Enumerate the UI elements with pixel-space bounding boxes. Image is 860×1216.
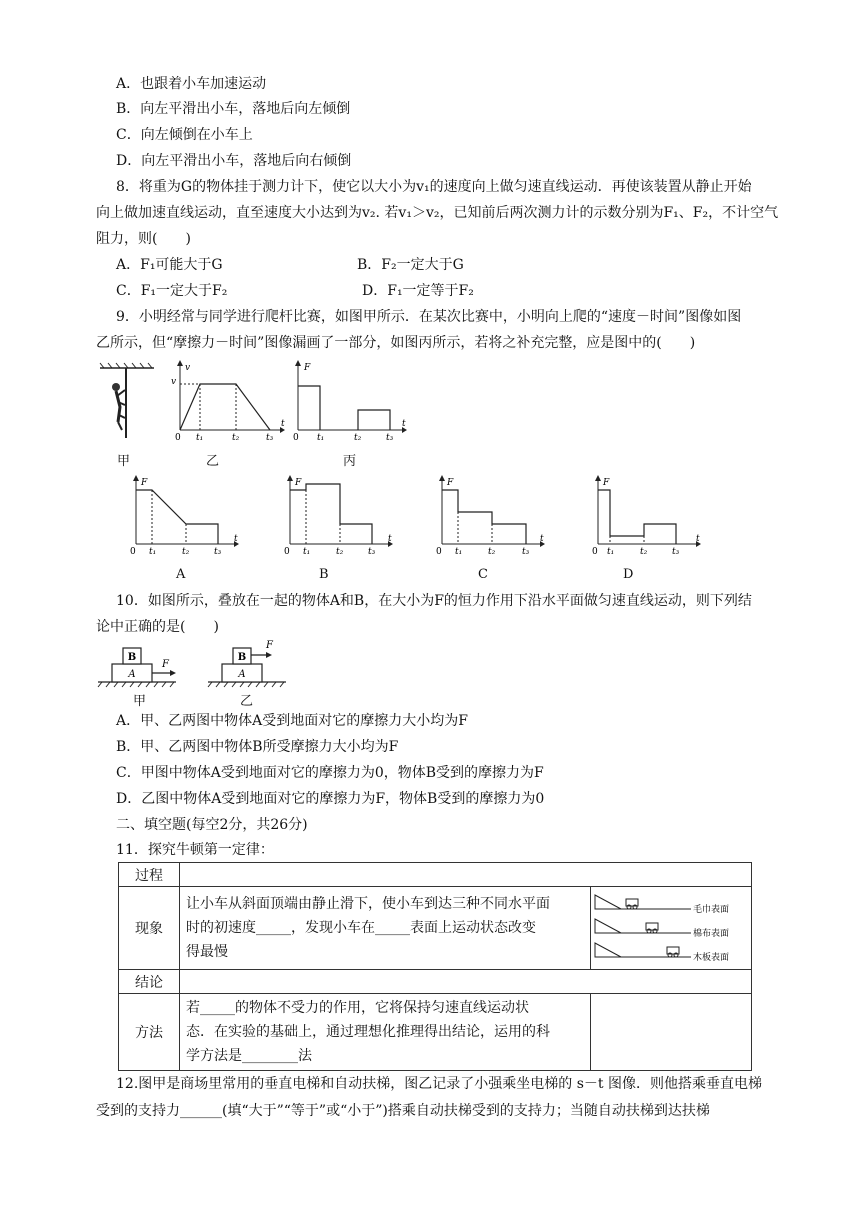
block-b-label: B xyxy=(237,652,247,663)
fig-label-yi: 乙 xyxy=(206,454,220,469)
t3-label: t₃ xyxy=(522,547,530,557)
origin-label: 0 xyxy=(175,433,181,443)
method-line-3: 学方法是________法 xyxy=(186,1048,312,1064)
t1-label: t₁ xyxy=(303,547,311,557)
q8-option-b: B．F₂一定大于G xyxy=(357,257,464,273)
q8-text-line2: 向上做加速直线运动，直至速度大小达到为v₂. 若v₁＞v₂，已知前后两次测力计的示数分别为F₁、F₂，不计空气 xyxy=(96,205,779,221)
q8-text-line3: 阻力，则( ) xyxy=(96,231,191,247)
choice-label-a: A xyxy=(176,567,186,582)
choice-label-c: C xyxy=(478,567,488,582)
q9-text-line1: 9．小明经常与同学进行爬杆比赛，如图甲所示．在某次比赛中，小明向上爬的“速度－时间”图像如图 xyxy=(116,309,742,325)
q7-option-a: A．也跟着小车加速运动 xyxy=(116,76,267,92)
row-header-method: 方法 xyxy=(119,994,180,1071)
choice-graph-d xyxy=(584,474,708,558)
choice-graph-c xyxy=(428,474,552,558)
q8-text-line1: 8．将重为G的物体挂于测力计下，使它以大小为v₁的速度向上做匀速直线运动．再使该装置从静止开始 xyxy=(116,179,752,195)
friction-time-graph-incomplete xyxy=(290,358,412,444)
t1-label: t₁ xyxy=(607,547,615,557)
axis-f-label: F xyxy=(603,478,610,488)
q10-option-a: A．甲、乙两图中物体A受到地面对它的摩擦力大小均为F xyxy=(116,713,468,729)
axis-f-label: F xyxy=(304,363,311,373)
origin-label: 0 xyxy=(436,547,442,557)
experiment-table xyxy=(118,862,752,1071)
force-label: F xyxy=(266,640,273,651)
method-empty-cell xyxy=(591,994,752,1071)
t2-label: t₂ xyxy=(182,547,190,557)
axis-f-label: F xyxy=(141,478,148,488)
t2-label: t₂ xyxy=(354,433,362,443)
stacked-blocks-figure-jia xyxy=(96,640,182,688)
fig-label-yi: 乙 xyxy=(240,694,254,709)
row-header-phenomenon: 现象 xyxy=(119,887,180,970)
origin-label: 0 xyxy=(130,547,136,557)
axis-t-label: t xyxy=(696,534,700,544)
q7-option-d: D．向左平滑出小车，落地后向右倾倒 xyxy=(116,153,352,169)
t1-label: t₁ xyxy=(149,547,157,557)
block-b-label: B xyxy=(127,652,137,663)
t2-label: t₂ xyxy=(232,433,240,443)
method-cell xyxy=(180,994,591,1071)
t2-label: t₂ xyxy=(336,547,344,557)
phenomenon-line-3: 得最慢 xyxy=(186,944,228,960)
t2-label: t₂ xyxy=(640,547,648,557)
q8-option-d: D．F₁一定等于F₂ xyxy=(362,283,474,299)
method-line-2: 态．在实验的基础上，通过理想化推理得出结论，运用的科 xyxy=(186,1024,550,1040)
choice-label-d: D xyxy=(623,567,634,582)
surface-wood-label: 木板表面 xyxy=(693,953,730,963)
q10-text-line1: 10．如图所示，叠放在一起的物体A和B，在大小为F的恒力作用下沿水平面做匀速直线运动，则下列结 xyxy=(116,593,752,609)
phenomenon-cell xyxy=(180,887,591,970)
t3-label: t₃ xyxy=(368,547,376,557)
choice-graph-b xyxy=(276,474,400,558)
q8-option-c: C．F₁一定大于F₂ xyxy=(116,283,228,299)
q7-option-b: B．向左平滑出小车，落地后向左倾倒 xyxy=(116,101,351,117)
q7-option-c: C．向左倾倒在小车上 xyxy=(116,127,253,143)
axis-t-label: t xyxy=(234,534,238,544)
process-cell xyxy=(180,863,752,887)
t1-label: t₁ xyxy=(455,547,463,557)
choice-label-b: B xyxy=(319,567,329,582)
axis-t-label: t xyxy=(402,419,406,429)
q12-text-line2: 受到的支持力______(填“大于”“等于”或“小于”)搭乘自动扶梯受到的支持力；当随自动扶梯到达扶梯 xyxy=(96,1103,710,1119)
choice-graph-a xyxy=(122,474,246,558)
origin-label: 0 xyxy=(293,433,299,443)
velocity-time-graph xyxy=(168,360,288,446)
t3-label: t₃ xyxy=(672,547,680,557)
t1-label: t₁ xyxy=(196,433,204,443)
t2-label: t₂ xyxy=(488,547,496,557)
q12-text-line1: 12.图甲是商场里常用的垂直电梯和自动扶梯，图乙记录了小强乘坐电梯的 s－t 图像．则他搭乘垂直电梯 xyxy=(116,1076,762,1092)
axis-f-label: F xyxy=(447,478,454,488)
section-heading: 二、填空题(每空2分，共26分) xyxy=(116,817,308,833)
stacked-blocks-figure-yi xyxy=(206,636,292,688)
q10-text-line2: 论中正确的是( ) xyxy=(96,619,219,635)
q10-option-c: C．甲图中物体A受到地面对它的摩擦力为0，物体B受到的摩擦力为F xyxy=(116,765,544,781)
phenomenon-line-2: 时的初速度_____，发现小车在_____表面上运动状态改变 xyxy=(186,920,536,936)
ramp-figure-cell xyxy=(591,887,752,970)
axis-t-label: t xyxy=(388,534,392,544)
climber-figure xyxy=(96,360,166,440)
axis-t-label: t xyxy=(281,419,285,429)
surface-towel-label: 毛巾表面 xyxy=(693,905,730,915)
fig-label-bing: 丙 xyxy=(343,454,357,469)
q10-option-d: D．乙图中物体A受到地面对它的摩擦力为F，物体B受到的摩擦力为0 xyxy=(116,791,545,807)
q11-title: 11．探究牛顿第一定律： xyxy=(116,842,274,858)
axis-v-label: v xyxy=(185,363,191,373)
axis-f-label: F xyxy=(295,478,302,488)
surface-cotton-label: 棉布表面 xyxy=(693,929,730,939)
axis-t-label: t xyxy=(540,534,544,544)
q9-text-line2: 乙所示，但“摩擦力－时间”图像漏画了一部分，如图丙所示，若将之补充完整，应是图中的( ) xyxy=(96,335,696,351)
t3-label: t₃ xyxy=(266,433,274,443)
fig-label-jia: 甲 xyxy=(133,694,147,709)
fig-label-jia: 甲 xyxy=(117,454,131,469)
block-a-label: A xyxy=(128,669,136,680)
row-header-conclusion: 结论 xyxy=(119,970,180,994)
ramp-figure xyxy=(591,887,751,965)
row-header-process: 过程 xyxy=(119,863,180,887)
origin-label: 0 xyxy=(592,547,598,557)
conclusion-cell xyxy=(180,970,752,994)
method-line-1: 若_____的物体不受力的作用，它将保持匀速直线运动状 xyxy=(186,1000,529,1016)
axis-v-tick: v xyxy=(171,377,177,387)
q10-option-b: B．甲、乙两图中物体B所受摩擦力大小均为F xyxy=(116,739,399,755)
t1-label: t₁ xyxy=(317,433,325,443)
origin-label: 0 xyxy=(284,547,290,557)
block-a-label: A xyxy=(238,669,246,680)
phenomenon-line-1: 让小车从斜面顶端由静止滑下，使小车到达三种不同水平面 xyxy=(186,896,550,912)
t3-label: t₃ xyxy=(386,433,394,443)
q8-option-a: A．F₁可能大于G xyxy=(116,257,223,273)
force-label: F xyxy=(162,659,169,670)
t3-label: t₃ xyxy=(214,547,222,557)
